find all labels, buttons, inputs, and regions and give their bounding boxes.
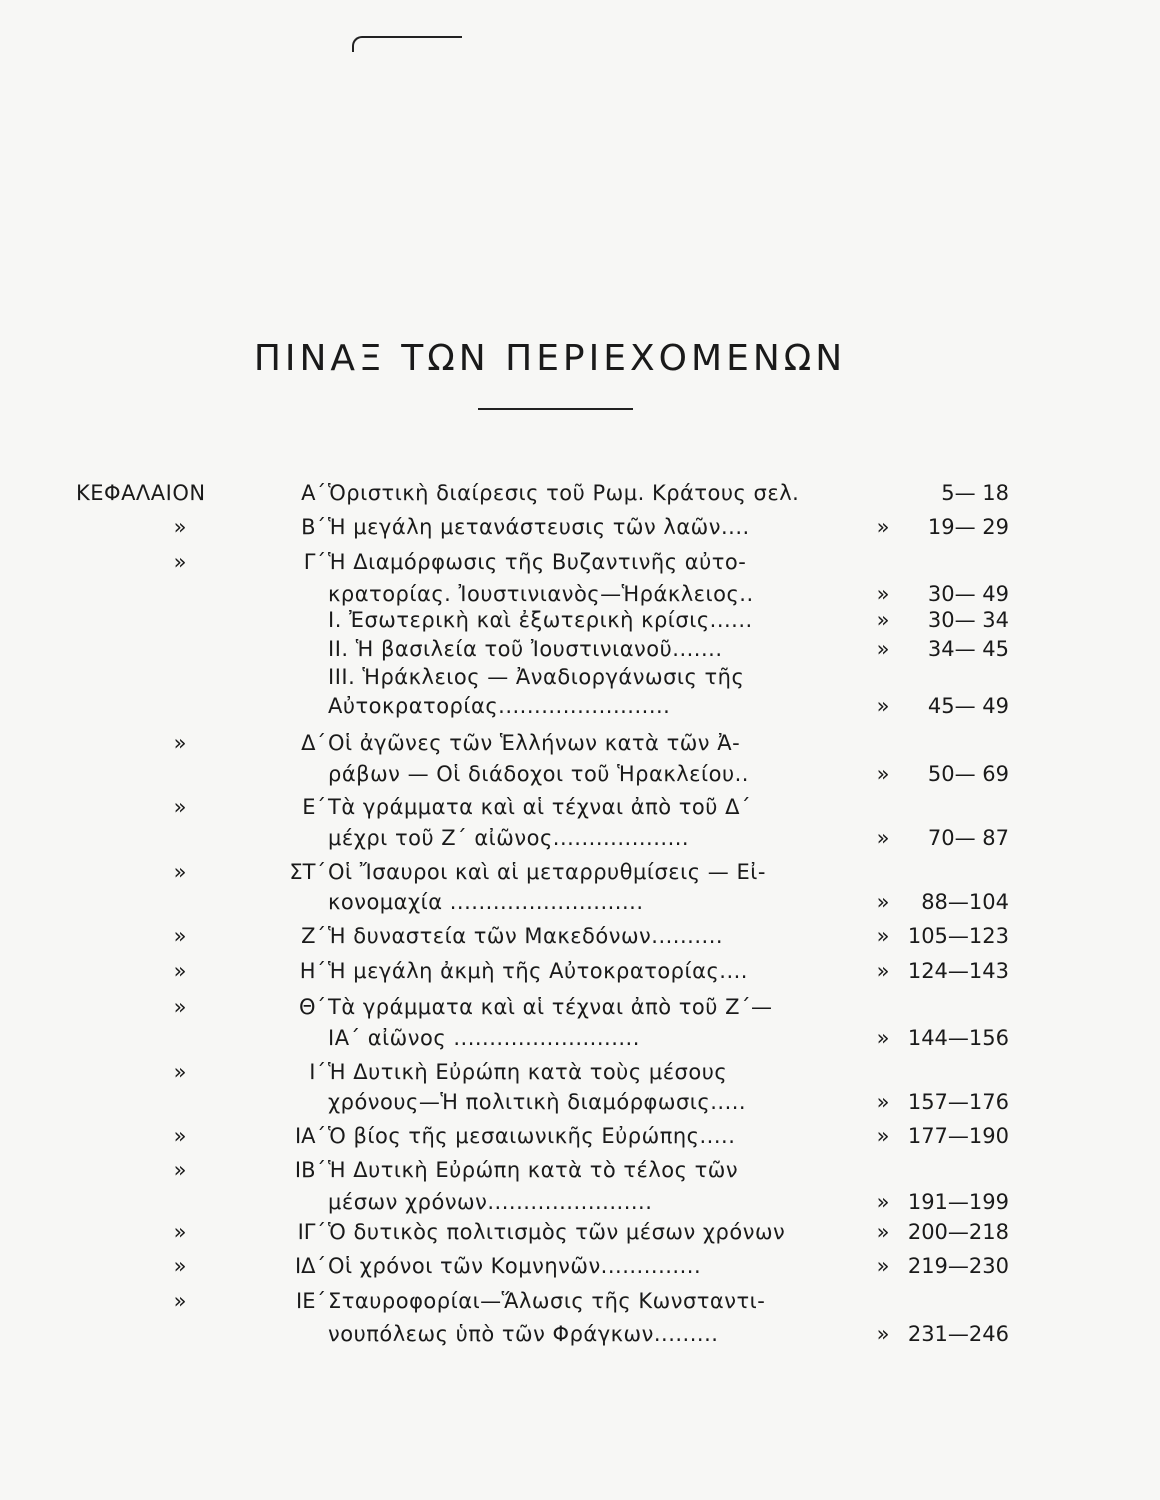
toc-line (0, 604, 1160, 636)
ditto-mark: » (876, 1322, 890, 1346)
toc-line (0, 1216, 1160, 1248)
chapter-number: Ι΄ (309, 1060, 326, 1084)
toc-line (0, 886, 1160, 918)
ditto-mark: » (876, 826, 890, 850)
ditto-mark: » (173, 959, 187, 983)
page-range: 70— 87 (927, 826, 1009, 850)
page-range: 5— 18 (941, 481, 1009, 505)
chapter-title: Αὐτοκρατορίας........................ (328, 694, 671, 718)
ditto-mark: » (173, 550, 187, 574)
ditto-mark: » (173, 515, 187, 539)
page-range: 157—176 (907, 1090, 1009, 1114)
ditto-mark: » (173, 995, 187, 1019)
page-range: 231—246 (907, 1322, 1009, 1346)
toc-line (0, 1250, 1160, 1282)
ditto-mark: » (876, 515, 890, 539)
page-range: 191—199 (907, 1190, 1009, 1214)
toc-line (0, 1186, 1160, 1218)
ditto-mark: » (173, 1289, 187, 1313)
toc-line (0, 1120, 1160, 1152)
toc-line (0, 1318, 1160, 1350)
chapter-number: ΙΔ΄ (294, 1254, 326, 1278)
chapter-number: Η΄ (299, 959, 326, 983)
toc-line (0, 822, 1160, 854)
chapter-number: Ε΄ (302, 795, 326, 819)
chapter-title: Ὁριστικὴ διαίρεσις τοῦ Ρωμ. Κράτους σελ. (328, 481, 800, 505)
toc-line (0, 1022, 1160, 1054)
ditto-mark: » (876, 1220, 890, 1244)
chapter-title: χρόνους—Ἡ πολιτικὴ διαμόρφωσις..... (328, 1090, 747, 1114)
ditto-mark: » (173, 795, 187, 819)
ditto-mark: » (876, 1254, 890, 1278)
chapter-number: ΙΑ΄ (294, 1124, 326, 1148)
toc-line (0, 511, 1160, 543)
ditto-mark: » (173, 1220, 187, 1244)
ditto-mark: » (876, 924, 890, 948)
toc-line (0, 477, 1160, 509)
page-range: 45— 49 (927, 694, 1009, 718)
chapter-number: Ζ΄ (301, 924, 326, 948)
chapter-title: μέχρι τοῦ Ζ΄ αἰῶνος................... (328, 826, 690, 850)
chapter-number: ΙΒ΄ (294, 1158, 326, 1182)
page-range: 30— 34 (927, 608, 1009, 632)
ditto-mark: » (876, 1090, 890, 1114)
toc-line (0, 856, 1160, 888)
chapter-title: II. Ἡ βασιλεία τοῦ Ἰουστινιανοῦ....... (328, 637, 723, 661)
toc-line (0, 920, 1160, 952)
page-range: 88—104 (921, 890, 1009, 914)
toc-line (0, 1086, 1160, 1118)
chapter-title: Σταυροφορίαι—Ἅλωσις τῆς Κωνσταντι- (328, 1289, 766, 1313)
chapter-title: III. Ἡράκλειος — Ἀναδιοργάνωσις τῆς (328, 665, 745, 689)
page-title: ΠΙΝΑΞ ΤΩΝ ΠΕΡΙΕΧΟΜΕΝΩΝ (253, 338, 847, 379)
toc-line (0, 791, 1160, 823)
toc-line (0, 690, 1160, 722)
page-range: 105—123 (907, 924, 1009, 948)
ditto-mark: » (173, 860, 187, 884)
chapter-number: ΣΤ΄ (289, 860, 326, 884)
ditto-mark: » (876, 637, 890, 661)
chapter-title: κρατορίας. Ἰουστινιανὸς—Ἡράκλειος.. (328, 582, 754, 606)
chapter-title: I. Ἐσωτερικὴ καὶ ἐξωτερικὴ κρίσις...... (328, 608, 753, 632)
chapter-title: Ἡ μεγάλη ἀκμὴ τῆς Αὐτοκρατορίας.... (328, 959, 748, 983)
page-range: 30— 49 (927, 582, 1009, 606)
chapter-title: ράβων — Οἱ διάδοχοι τοῦ Ἡρακλείου.. (328, 762, 749, 786)
chapter-number: Β΄ (301, 515, 326, 539)
page-range: 144—156 (907, 1026, 1009, 1050)
chapter-title: Ὁ δυτικὸς πολιτισμὸς τῶν μέσων χρόνων (328, 1220, 786, 1244)
ditto-mark: » (173, 924, 187, 948)
ditto-mark: » (173, 1124, 187, 1148)
chapter-title: Οἱ χρόνοι τῶν Κομνηνῶν.............. (328, 1254, 702, 1278)
ditto-mark: » (173, 1158, 187, 1182)
toc-line (0, 1154, 1160, 1186)
chapter-number: ΙΓ΄ (297, 1220, 326, 1244)
chapter-title: Ἡ Διαμόρφωσις τῆς Βυζαντινῆς αὐτο- (328, 550, 747, 574)
chapter-title: Ὁ βίος τῆς μεσαιωνικῆς Εὐρώπης..... (328, 1124, 736, 1148)
toc-line (0, 1285, 1160, 1317)
chapter-title: Ἡ Δυτικὴ Εὐρώπη κατὰ τοὺς μέσους (328, 1060, 728, 1084)
ditto-mark: » (876, 608, 890, 632)
toc-line (0, 955, 1160, 987)
chapter-title: μέσων χρόνων....................... (328, 1190, 653, 1214)
ditto-mark: » (876, 694, 890, 718)
page-range: 19— 29 (927, 515, 1009, 539)
page-range: 219—230 (907, 1254, 1009, 1278)
toc-line (0, 758, 1160, 790)
page-range: 200—218 (907, 1220, 1009, 1244)
chapter-title: Τὰ γράμματα καὶ αἱ τέχναι ἀπὸ τοῦ Ζ΄— (328, 995, 773, 1019)
ditto-mark: » (173, 1254, 187, 1278)
chapter-title: Τὰ γράμματα καὶ αἱ τέχναι ἀπὸ τοῦ Δ΄ (328, 795, 751, 819)
toc-line (0, 991, 1160, 1023)
chapter-number: Θ΄ (298, 995, 326, 1019)
ditto-mark: » (173, 731, 187, 755)
toc-line (0, 546, 1160, 578)
ditto-mark: » (876, 1124, 890, 1148)
chapter-title: Ἡ μεγάλη μετανάστευσις τῶν λαῶν.... (328, 515, 750, 539)
ditto-mark: » (876, 959, 890, 983)
chapter-number: Α΄ (301, 481, 326, 505)
chapter-number: Γ΄ (303, 550, 326, 574)
ditto-mark: » (173, 1060, 187, 1084)
ditto-mark: » (876, 762, 890, 786)
chapter-title: Ἡ δυναστεία τῶν Μακεδόνων.......... (328, 924, 724, 948)
chapter-label: ΚΕΦΑΛΑΙΟΝ (76, 481, 206, 505)
chapter-title: Ἡ Δυτικὴ Εὐρώπη κατὰ τὸ τέλος τῶν (328, 1158, 739, 1182)
chapter-title: Οἱ ἀγῶνες τῶν Ἑλλήνων κατὰ τῶν Ἀ- (328, 731, 741, 755)
ditto-mark: » (876, 1026, 890, 1050)
chapter-title: νουπόλεως ὑπὸ τῶν Φράγκων......... (328, 1322, 719, 1346)
ditto-mark: » (876, 1190, 890, 1214)
page-range: 34— 45 (927, 637, 1009, 661)
page-range: 50— 69 (927, 762, 1009, 786)
chapter-number: ΙΕ΄ (296, 1289, 326, 1313)
toc-line (0, 661, 1160, 693)
page-range: 124—143 (907, 959, 1009, 983)
chapter-number: Δ΄ (301, 731, 326, 755)
page-range: 177—190 (907, 1124, 1009, 1148)
chapter-title: Οἱ Ἴσαυροι καὶ αἱ μεταρρυθμίσεις — Εἰ- (328, 860, 766, 884)
chapter-title: κονομαχία ........................... (328, 890, 644, 914)
ditto-mark: » (876, 582, 890, 606)
chapter-title: ΙΑ΄ αἰῶνος .......................... (328, 1026, 640, 1050)
ditto-mark: » (876, 890, 890, 914)
toc-line (0, 727, 1160, 759)
toc-line (0, 1056, 1160, 1088)
